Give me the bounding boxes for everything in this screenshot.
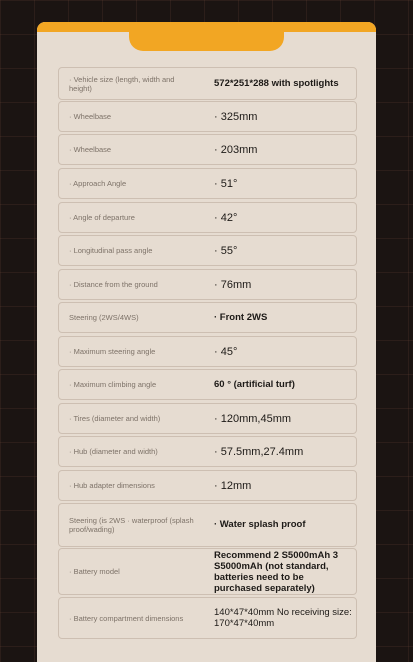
spec-label: · Approach Angle <box>69 179 127 188</box>
spec-label: · Tires (diameter and width) <box>69 414 161 423</box>
spec-row-battery-compartment <box>58 597 357 639</box>
spec-label: · Distance from the ground <box>69 280 158 289</box>
spec-label: · Maximum steering angle <box>69 347 156 356</box>
spec-value: · 325mm <box>214 110 258 123</box>
spec-card <box>37 22 376 662</box>
spec-label: · Vehicle size (length, width and height) <box>69 74 175 93</box>
header-tab <box>129 22 284 51</box>
spec-row-waterproof <box>58 503 357 547</box>
spec-label: · Maximum climbing angle <box>69 380 157 389</box>
spec-value: · 76mm <box>214 278 252 291</box>
spec-label: · Hub adapter dimensions <box>69 481 155 490</box>
spec-value: 60 ° (artificial turf) <box>214 378 295 390</box>
spec-label: Steering (2WS/4WS) <box>69 313 139 322</box>
spec-row-steering <box>58 302 357 333</box>
spec-label: Steering (is 2WS · waterproof (splash proof/wading) <box>69 516 194 534</box>
spec-row-hub <box>58 436 357 467</box>
spec-row-tires <box>58 403 357 434</box>
spec-row-wheelbase-2 <box>58 134 357 165</box>
spec-row-steering-angle <box>58 336 357 367</box>
spec-row-hub-adapter <box>58 470 357 501</box>
spec-value: · 12mm <box>214 479 252 492</box>
spec-value: 572*251*288 with spotlights <box>214 77 339 89</box>
spec-row-departure-angle <box>58 202 357 233</box>
spec-label: · Wheelbase <box>69 145 112 154</box>
spec-value: · 42° <box>214 211 238 224</box>
spec-row-battery-model <box>58 548 357 595</box>
spec-row-ground-clearance <box>58 269 357 300</box>
spec-value: Recommend 2 S5000mAh 3 S5000mAh (not standard, batteries need to be purchased separately) <box>214 549 339 594</box>
spec-value: · 120mm,45mm <box>214 412 292 425</box>
spec-value: 140*47*40mm No receiving size: 170*47*40mm <box>214 607 352 629</box>
spec-row-pass-angle <box>58 235 357 266</box>
spec-value: · 57.5mm,27.4mm <box>214 445 304 458</box>
spec-label: · Battery compartment dimensions <box>69 613 184 623</box>
spec-value: · Front 2WS <box>214 311 268 323</box>
spec-value: · Water splash proof <box>214 519 306 530</box>
spec-value: · 51° <box>214 177 238 190</box>
spec-label: · Battery model <box>69 567 120 576</box>
spec-value: · 55° <box>214 244 238 257</box>
spec-row-vehicle-size <box>58 67 357 100</box>
spec-label: · Longitudinal pass angle <box>69 246 153 255</box>
spec-row-approach-angle <box>58 168 357 199</box>
spec-row-wheelbase <box>58 101 357 132</box>
spec-label: · Wheelbase <box>69 112 112 121</box>
spec-value: · 45° <box>214 345 238 358</box>
spec-label: · Angle of departure <box>69 213 135 222</box>
spec-value: · 203mm <box>214 143 258 156</box>
spec-row-climbing-angle <box>58 369 357 400</box>
spec-label: · Hub (diameter and width) <box>69 447 158 456</box>
